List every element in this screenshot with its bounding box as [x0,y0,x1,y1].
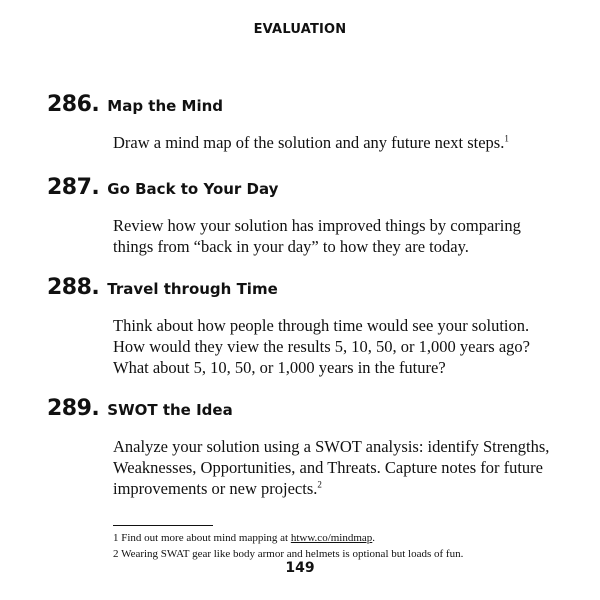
entry-heading [47,92,567,118]
footnote-punctuation: . [372,532,376,544]
mindmap-link[interactable]: htww.co/mindmap [290,532,373,544]
footnote-reference[interactable]: 2 [317,479,322,490]
entry-heading [47,396,567,422]
entry-heading [47,275,567,301]
entry-title: Travel through Time [107,280,278,298]
footnotes [113,530,583,562]
entry-body [113,215,553,257]
entry-body [113,315,553,378]
body-line: Weaknesses, Opportunities, and Threats. Capture notes for future [113,458,543,477]
entry-number: 287. [47,175,100,200]
entry-title: SWOT the Idea [107,401,233,419]
body-line: Review how your solution has improved things by comparing [113,216,521,235]
body-line: things from “back in your day” to how they are today. [113,237,469,256]
footnote-1 [113,530,583,546]
footnote-marker: 2 [113,548,119,560]
entry-289 [47,396,567,499]
body-line: Analyze your solution using a SWOT analysis: identify Strengths, [113,437,550,456]
entry-body [113,436,553,499]
page-number: 149 [285,560,315,576]
entry-number: 286. [47,92,100,117]
entry-287 [47,175,567,257]
body-line: improvements or new projects. [113,479,318,498]
body-line: Think about how people through time would see your solution. [113,316,530,335]
running-header: EVALUATION [253,22,347,37]
body-line: Draw a mind map of the solution and any future next steps. [113,133,505,152]
entry-number: 288. [47,275,100,300]
entry-body [113,132,553,153]
entry-number: 289. [47,396,100,421]
footnote-text: Wearing SWAT gear like body armor and helmets is optional but loads of fun. [121,548,464,560]
entry-title: Go Back to Your Day [107,180,279,198]
footnote-reference[interactable]: 1 [504,133,509,144]
footnote-marker: 1 [113,532,119,544]
entry-heading [47,175,567,201]
footnote-text: Find out more about mind mapping at [121,532,289,544]
entry-title: Map the Mind [107,97,224,115]
entry-286 [47,92,567,153]
body-line: How would they view the results 5, 10, 50, or 1,000 years ago? [113,337,531,356]
footnote-divider [113,525,213,526]
entry-288 [47,275,567,378]
body-line: What about 5, 10, 50, or 1,000 years in the future? [113,358,446,377]
